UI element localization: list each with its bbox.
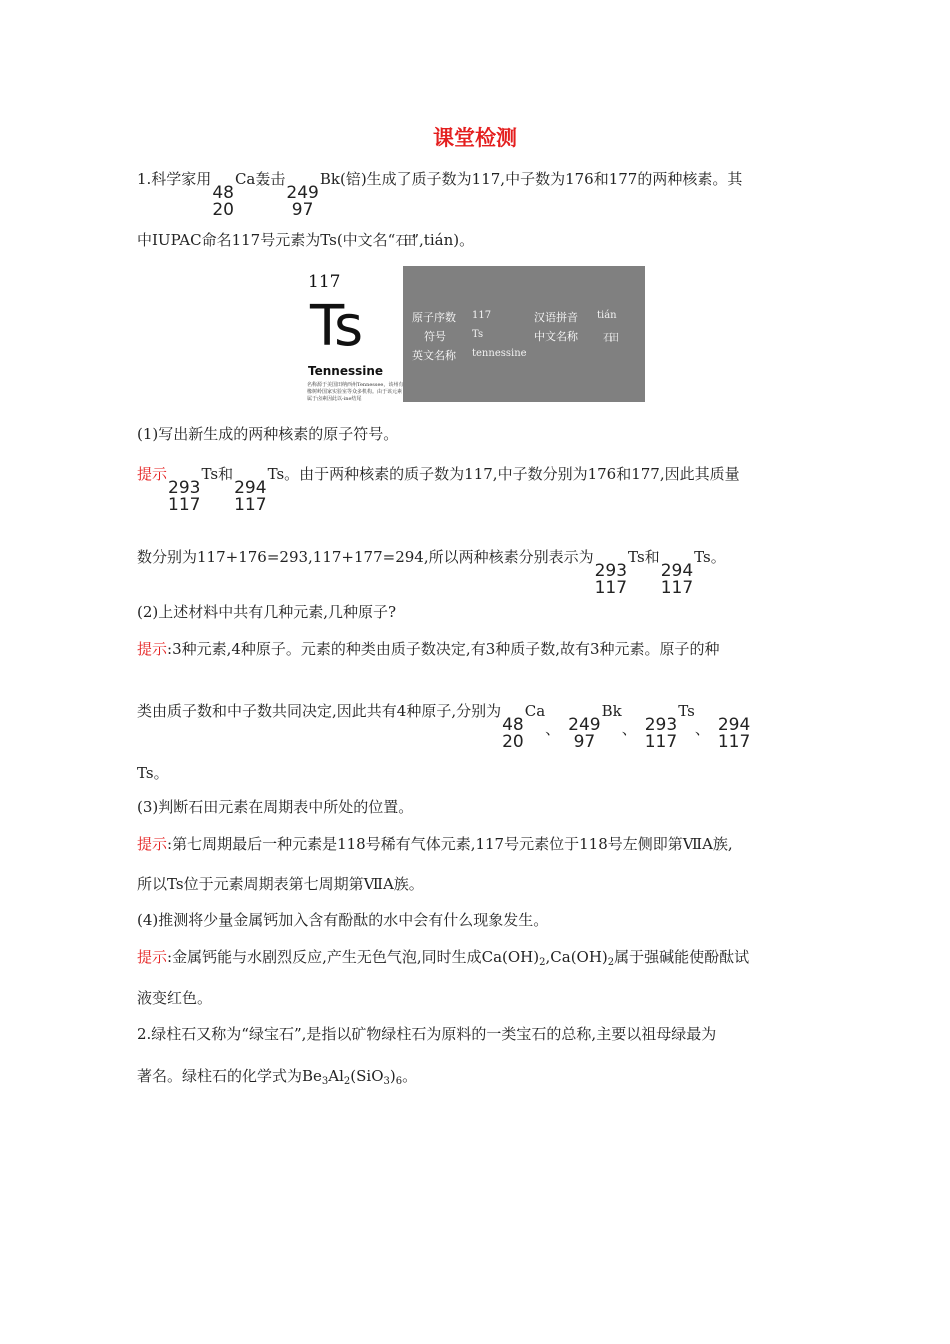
label-pinyin: 汉语拼音 [534,311,578,324]
text: Ts。由于两种核素的质子数为117,中子数分别为176和177,因此其质量 [267,465,740,483]
text: ) [389,1067,396,1085]
nuclide-bk249 [286,185,318,219]
s2-hint-line-2 [137,701,751,751]
text: 轰击 [255,170,286,188]
nuclide-ts294 [718,717,750,751]
text: 和 [644,548,660,566]
separator: 、 [694,720,710,738]
label-english-name: 英文名称 [412,349,456,362]
label-atomic-number: 原子序数 [412,311,456,324]
separator: 、 [545,720,561,738]
element-symbol: Ts [201,465,219,483]
atomic-number: 117 [594,578,628,598]
text: ,Ca(OH) [545,948,608,966]
atomic-number: 117 [717,732,751,752]
mass-number: 249 [286,183,319,203]
mass-number: 294 [717,715,751,735]
mass-number: 293 [644,715,678,735]
hint-label: 提示 [137,948,168,966]
text: Al [328,1067,344,1085]
tian-character: 石田 [395,234,412,249]
atomic-number: 20 [502,732,524,752]
hint-label: 提示 [137,465,168,483]
text: 类由质子数和中子数共同决定,因此共有4种原子,分别为 [137,702,502,720]
atomic-number: 97 [291,200,314,220]
s1-question: (1)写出新生成的两种核素的原子符号。 [137,425,399,443]
s4-hint-line-2: 液变红色。 [137,989,213,1007]
nuclide-ts293 [168,480,200,514]
nuclide-ca48 [212,185,234,219]
text: :第七周期最后一种元素是118号稀有气体元素,117号元素位于118号左侧即第ⅦA族, [167,835,733,853]
mass-number: 294 [234,478,267,498]
text: (锫)生成了质子数为117,中子数为176和177的两种核素。其 [339,170,743,188]
element-info-panel [403,266,645,402]
element-symbol: Bk [319,170,340,188]
subscript: 6 [395,1076,403,1087]
mass-number: 48 [212,183,234,203]
subscript: 3 [383,1076,390,1087]
mass-number: 293 [168,478,201,498]
text: 。 [402,1067,418,1085]
text: 著名。绿柱石的化学式为Be [137,1067,322,1085]
s4-question: (4)推测将少量金属钙加入含有酚酞的水中会有什么现象发生。 [137,911,549,929]
text: :3种元素,4种原子。元素的种类由质子数决定,有3种质子数,故有3种元素。原子的种 [167,640,720,658]
text: 1.科学家用 [137,170,212,188]
value-symbol: Ts [472,329,484,340]
nuclide-ts294 [661,563,693,597]
page-title: 课堂检测 [433,126,517,150]
text: :金属钙能与水剧烈反应,产生无色气泡,同时生成Ca(OH) [167,948,540,966]
q1-line-1 [137,169,742,219]
s2-hint-line-1 [137,639,720,659]
text: Ts。 [694,548,726,566]
element-symbol: Ca [234,170,256,188]
s1-hint-line-1 [137,464,740,514]
text: 中IUPAC命名117号元素为Ts(中文名“ [137,231,396,249]
s3-question: (3)判断石田元素在周期表中所处的位置。 [137,798,414,816]
hint-label: 提示 [137,640,168,658]
nuclide-ts293 [645,717,677,751]
subscript: 2 [607,957,615,968]
text: 属于强碱能使酚酞试 [614,948,750,966]
element-symbol: Ts [678,702,695,720]
label-chinese-name: 中文名称 [534,330,578,343]
s1-hint-line-2 [137,547,726,597]
separator: 、 [621,720,637,738]
element-symbol: Ts [628,548,645,566]
element-symbol: Bk [601,702,622,720]
atomic-number: 117 [660,578,694,598]
mass-number: 48 [502,715,524,735]
atomic-number: 97 [573,732,596,752]
atomic-number: 117 [168,495,201,515]
card-note: 名称源于美国田纳西州Tennessee，该州有橡树岭国家实验室等众多机构。由于该元素属于卤素因此以-ine结尾 [307,382,404,402]
atomic-number: 117 [234,495,267,515]
card-symbol: Ts [310,294,363,359]
nuclide-ts293 [595,563,627,597]
text: (SiO [350,1067,384,1085]
card-name: Tennessine [308,364,384,378]
nuclide-bk249 [568,717,600,751]
mass-number: 293 [594,561,628,581]
text: ”,tián)。 [411,231,475,249]
element-symbol: Ca [524,702,546,720]
hint-label: 提示 [137,835,168,853]
text: 和 [218,465,234,483]
subscript: 3 [321,1076,329,1087]
s4-hint-line-1 [137,947,749,973]
atomic-number: 117 [644,732,678,752]
mass-number: 294 [660,561,694,581]
s2-question: (2)上述材料中共有几种元素,几种原子? [137,603,397,621]
s2-hint-line-3: Ts。 [137,764,169,782]
s3-hint-line-2: 所以Ts位于元素周期表第七周期第ⅦA族。 [137,875,424,893]
subscript: 2 [343,1076,351,1087]
label-symbol: 符号 [424,330,446,343]
element-card [307,268,403,402]
value-chinese-name: 石田 [603,333,615,344]
q2-line-2 [137,1066,417,1092]
atomic-number: 20 [212,200,234,220]
value-pinyin: tián [597,310,617,321]
mass-number: 249 [568,715,601,735]
value-english-name: tennessine [472,348,527,359]
subscript: 2 [539,957,546,968]
value-atomic-number: 117 [472,310,492,321]
nuclide-ts294 [234,480,266,514]
nuclide-ca48 [502,717,524,751]
card-atomic-number: 117 [308,272,341,292]
text: 数分别为117+176=293,117+177=294,所以两种核素分别表示为 [137,548,594,566]
s3-hint-line-1 [137,834,733,854]
q2-line-1: 2.绿柱石又称为“绿宝石”,是指以矿物绿柱石为原料的一类宝石的总称,主要以祖母绿最为 [137,1025,717,1043]
q1-line-2 [137,230,474,252]
